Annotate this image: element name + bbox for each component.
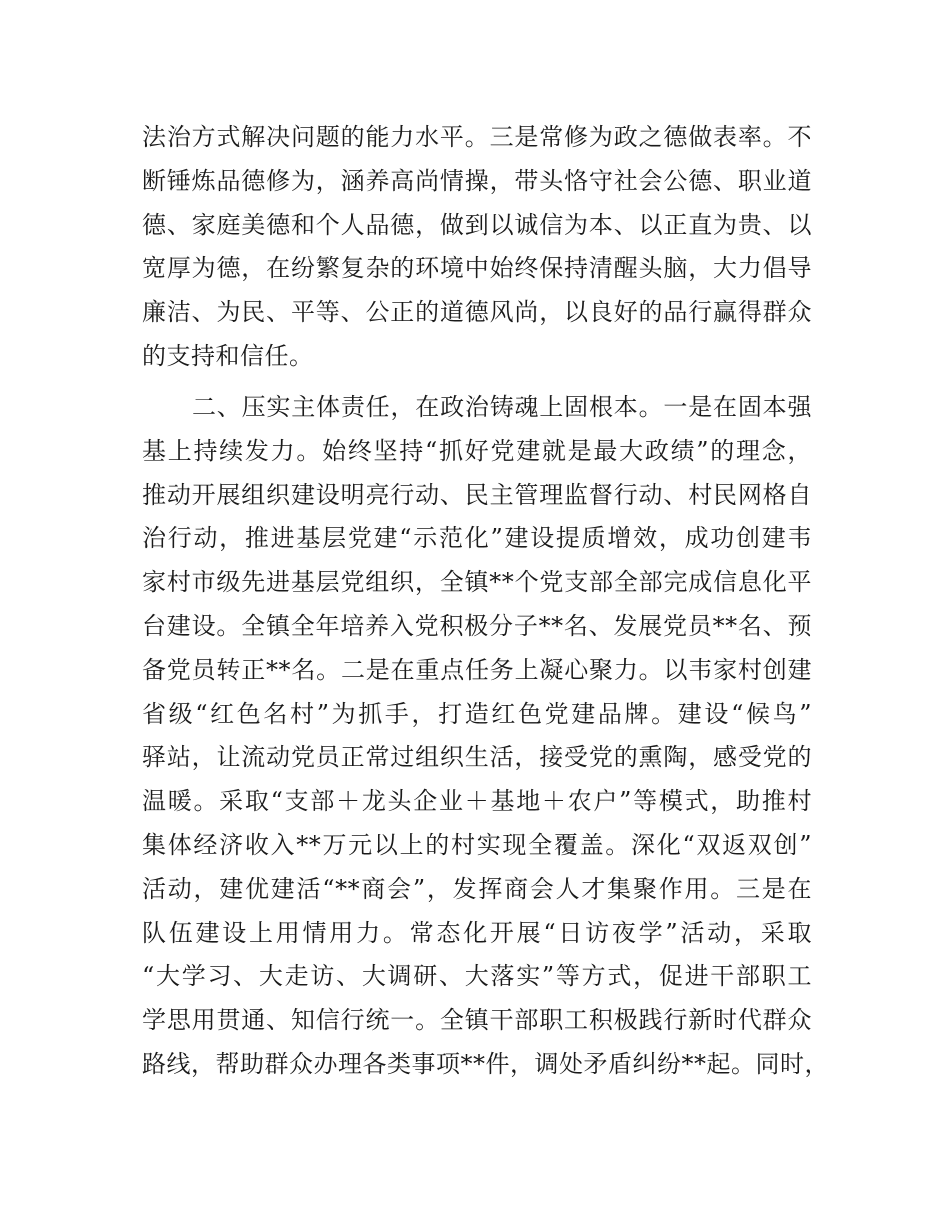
text-line: 活动，建优建活“**商会”，发挥商会人才集聚作用。三是在 xyxy=(142,874,812,903)
text-line: 的支持和信任。 xyxy=(142,341,314,370)
text-line: 推动开展组织建设明亮行动、民主管理监督行动、村民网格自 xyxy=(142,480,812,509)
text-line: 宽厚为德，在纷繁复杂的环境中始终保持清醒头脑，大力倡导 xyxy=(142,254,812,283)
text-line: 集体经济收入**万元以上的村实现全覆盖。深化“双返双创” xyxy=(142,830,812,859)
text-line: 德、家庭美德和个人品德，做到以诚信为本、以正直为贵、以 xyxy=(142,210,812,239)
text-line: 法治方式解决问题的能力水平。三是常修为政之德做表率。不 xyxy=(142,123,812,151)
paragraph-1 xyxy=(142,116,812,379)
text-line: 台建设。全镇全年培养入党积极分子**名、发展党员**名、预 xyxy=(142,611,812,640)
text-line: 驿站，让流动党员正常过组织生活，接受党的熏陶，感受党的 xyxy=(142,743,812,772)
text-line: 基上持续发力。始终坚持“抓好党建就是最大政绩”的理念， xyxy=(142,436,812,465)
paragraph-2 xyxy=(142,386,829,1087)
text-line: 备党员转正**名。二是在重点任务上凝心聚力。以韦家村创建 xyxy=(142,655,812,684)
text-line: 学思用贯通、知信行统一。全镇干部职工积极践行新时代群众 xyxy=(142,1006,812,1035)
text-line: 廉洁、为民、平等、公正的道德风尚，以良好的品行赢得群众 xyxy=(142,298,812,327)
text-line: 断锤炼品德修为，涵养高尚情操，带头恪守社会公德、职业道 xyxy=(142,166,812,195)
text-line: 队伍建设上用情用力。常态化开展“日访夜学”活动，采取 xyxy=(142,918,812,947)
text-line: 省级“红色名村”为抓手，打造红色党建品牌。建设“候鸟” xyxy=(142,699,812,728)
text-line: 温暖。采取“支部＋龙头企业＋基地＋农户”等模式，助推村 xyxy=(142,787,812,816)
text-line: 二、压实主体责任，在政治铸魂上固根本。一是在固本强 xyxy=(192,393,812,421)
text-line: 家村市级先进基层党组织，全镇**个党支部全部完成信息化平 xyxy=(142,568,812,597)
text-line: 路线，帮助群众办理各类事项**件，调处矛盾纠纷**起。同时， xyxy=(142,1049,829,1078)
text-line: 治行动，推进基层党建“示范化”建设提质增效，成功创建韦 xyxy=(142,524,812,553)
text-line: “大学习、大走访、大调研、大落实”等方式，促进干部职工 xyxy=(142,962,812,991)
